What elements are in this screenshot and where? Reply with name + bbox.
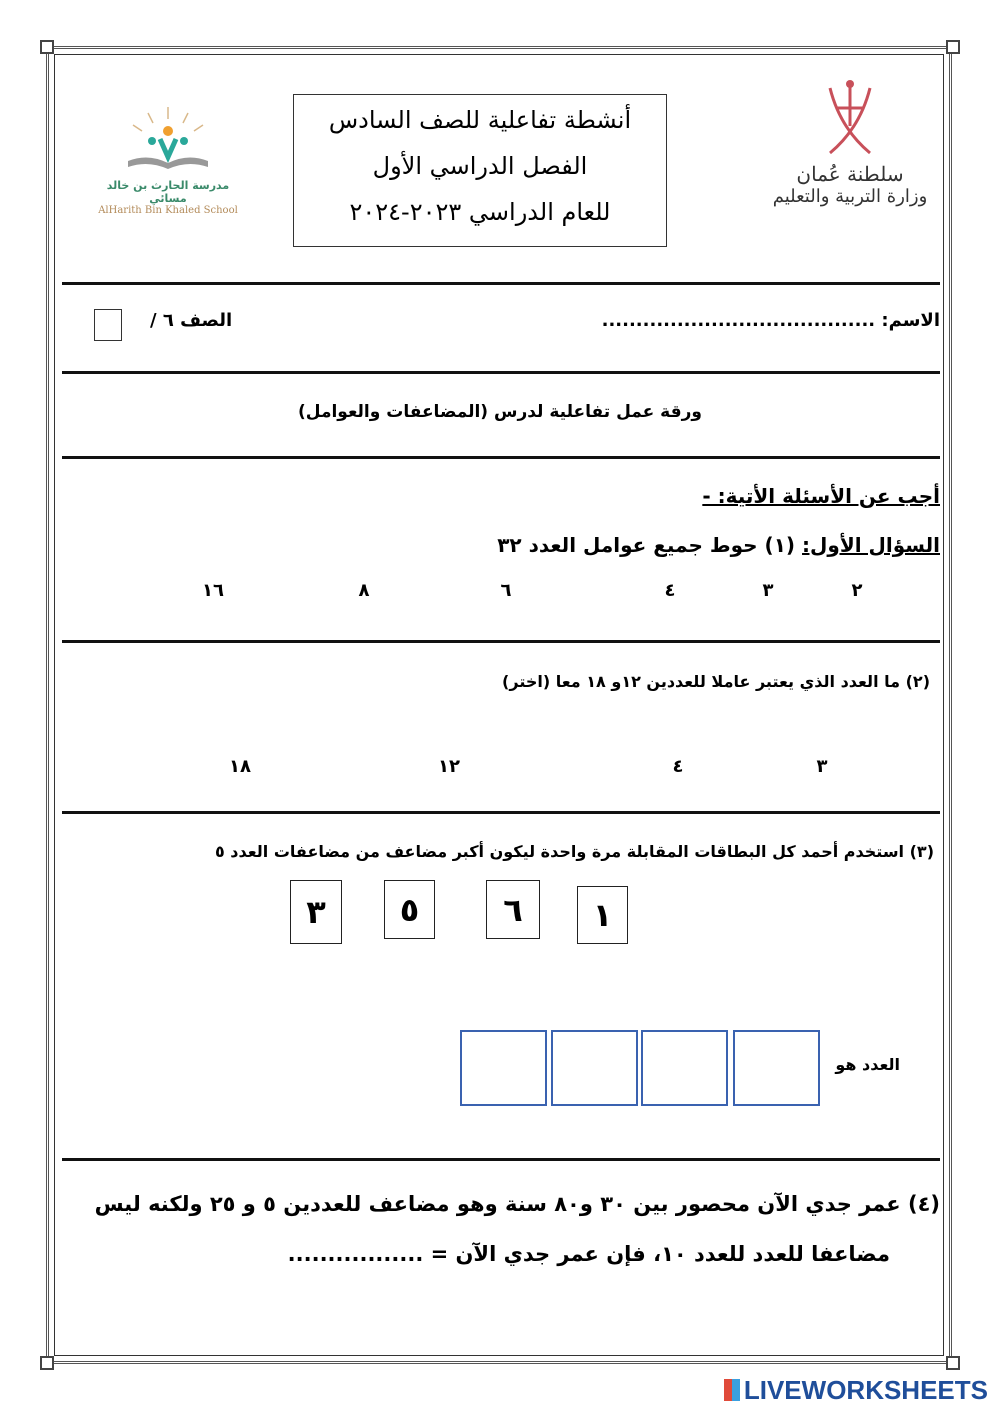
answer-digit-box[interactable] bbox=[551, 1030, 638, 1106]
title-line: للعام الدراسي ٢٠٢٣-٢٠٢٤ bbox=[349, 198, 611, 226]
instructions: أجب عن الأسئلة الأتية: - bbox=[702, 484, 940, 508]
brand-text: LIVEWORKSHEETS bbox=[743, 1375, 988, 1405]
q2-option[interactable]: ٣ bbox=[816, 756, 828, 777]
divider bbox=[62, 282, 940, 285]
title-line: أنشطة تفاعلية للصف السادس bbox=[328, 106, 632, 134]
corner-ornament bbox=[40, 40, 54, 54]
school-logo-icon bbox=[108, 105, 228, 175]
q1-text: (١) حوط جميع عوامل العدد ٣٢ bbox=[497, 533, 796, 557]
q1-option[interactable]: ٣ bbox=[762, 580, 774, 601]
school-logo bbox=[88, 105, 248, 215]
class-label: الصف ٦ / bbox=[150, 310, 233, 331]
q1-option[interactable]: ٢ bbox=[851, 580, 863, 601]
q2-option[interactable]: ١٨ bbox=[229, 756, 251, 777]
q2-option[interactable]: ١٢ bbox=[438, 756, 460, 777]
school-name-ar: مدرسة الحارث بن خالد مسائي bbox=[106, 179, 230, 205]
q1-option[interactable]: ٦ bbox=[500, 580, 512, 601]
q4-line1: (٤) عمر جدي الآن محصور بين ٣٠ و٨٠ سنة وهو مضاعف للعددين ٥ و ٢٥ ولكنه ليس bbox=[94, 1192, 940, 1216]
worksheet-title: ورقة عمل تفاعلية لدرس (المضاعفات والعوامل) bbox=[298, 402, 702, 422]
divider bbox=[62, 371, 940, 374]
divider bbox=[62, 456, 940, 459]
number-card[interactable]: ١ bbox=[577, 886, 628, 944]
q1-prompt bbox=[497, 533, 940, 557]
ministry-line1: سلطنة عُمان bbox=[796, 162, 904, 186]
corner-ornament bbox=[946, 1356, 960, 1370]
q1-option[interactable]: ١٦ bbox=[202, 580, 224, 601]
name-field[interactable] bbox=[602, 310, 940, 331]
q1-option[interactable]: ٨ bbox=[358, 580, 370, 601]
liveworksheets-logo-icon bbox=[724, 1379, 740, 1401]
answer-label: العدد هو bbox=[835, 1055, 900, 1074]
class-input[interactable] bbox=[94, 309, 122, 341]
q3-text: (٣) استخدم أحمد كل البطاقات المقابلة مرة واحدة ليكون أكبر مضاعف من مضاعفات العدد ٥ bbox=[214, 842, 934, 861]
number-card[interactable]: ٥ bbox=[384, 880, 435, 939]
q4-line2[interactable]: مضاعفا للعدد للعدد ١٠، فإن عمر جدي الآن = ................. bbox=[287, 1242, 890, 1266]
answer-digit-box[interactable] bbox=[733, 1030, 820, 1106]
q2-text: (٢) ما العدد الذي يعتبر عاملا للعددين ١٢و ١٨ معا (اختر) bbox=[502, 672, 930, 691]
school-name-en: AlHarith Bin Khaled School bbox=[98, 205, 238, 216]
number-card[interactable]: ٦ bbox=[486, 880, 540, 939]
q2-option[interactable]: ٤ bbox=[672, 756, 684, 777]
divider bbox=[62, 640, 940, 643]
answer-digit-box[interactable] bbox=[641, 1030, 728, 1106]
title-box bbox=[293, 94, 667, 247]
number-card[interactable]: ٣ bbox=[290, 880, 342, 944]
name-label: الاسم: bbox=[881, 310, 940, 331]
ministry-logo bbox=[770, 78, 930, 238]
corner-ornament bbox=[946, 40, 960, 54]
title-line: الفصل الدراسي الأول bbox=[372, 152, 588, 180]
divider bbox=[62, 811, 940, 814]
name-blank: ........................................ bbox=[601, 310, 876, 331]
corner-ornament bbox=[40, 1356, 54, 1370]
q1-option[interactable]: ٤ bbox=[664, 580, 676, 601]
oman-emblem-icon bbox=[815, 78, 885, 158]
answer-digit-box[interactable] bbox=[460, 1030, 547, 1106]
liveworksheets-brand bbox=[724, 1374, 988, 1406]
ministry-line2: وزارة التربية والتعليم bbox=[772, 186, 928, 207]
q1-heading: السؤال الأول: bbox=[802, 533, 940, 557]
divider bbox=[62, 1158, 940, 1161]
